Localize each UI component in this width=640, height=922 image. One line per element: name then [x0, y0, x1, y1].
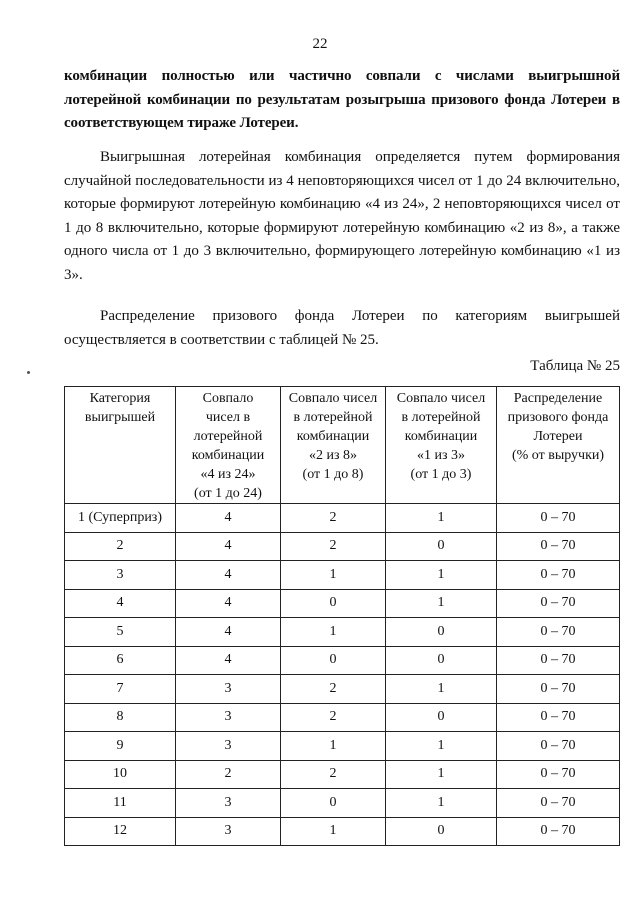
table-row: [65, 532, 620, 561]
table-row: [65, 817, 620, 846]
cell-category: 9: [65, 732, 176, 761]
cell-match-4-of-24: 3: [176, 817, 281, 846]
cell-distribution: 0 – 70: [497, 561, 620, 590]
cell-match-1-of-3: 0: [386, 646, 497, 675]
paragraph-intro: комбинации полностью или частично совпали с числами выигрышной лотерейной комбинации по результатам розыгрыша призового фонда Лотереи в соответствующем тираже Лотереи.: [64, 68, 620, 131]
cell-match-1-of-3: 1: [386, 789, 497, 818]
cell-match-4-of-24: 4: [176, 589, 281, 618]
cell-category: 12: [65, 817, 176, 846]
cell-match-2-of-8: 1: [281, 618, 386, 647]
cell-match-4-of-24: 3: [176, 789, 281, 818]
cell-match-1-of-3: 0: [386, 532, 497, 561]
table-row: [65, 760, 620, 789]
cell-category: 10: [65, 760, 176, 789]
cell-match-4-of-24: 3: [176, 675, 281, 704]
cell-category: 5: [65, 618, 176, 647]
cell-match-1-of-3: 0: [386, 817, 497, 846]
cell-match-4-of-24: 2: [176, 760, 281, 789]
cell-match-2-of-8: 2: [281, 675, 386, 704]
cell-distribution: 0 – 70: [497, 817, 620, 846]
table-row: [65, 504, 620, 533]
cell-match-1-of-3: 1: [386, 760, 497, 789]
table-header-row: [65, 387, 620, 504]
cell-distribution: 0 – 70: [497, 675, 620, 704]
cell-distribution: 0 – 70: [497, 789, 620, 818]
cell-match-2-of-8: 1: [281, 817, 386, 846]
header-category: Категория выигрышей: [65, 387, 176, 504]
cell-match-2-of-8: 1: [281, 561, 386, 590]
cell-match-2-of-8: 1: [281, 732, 386, 761]
cell-match-4-of-24: 4: [176, 618, 281, 647]
cell-category: 6: [65, 646, 176, 675]
cell-match-1-of-3: 1: [386, 504, 497, 533]
cell-match-1-of-3: 1: [386, 561, 497, 590]
cell-distribution: 0 – 70: [497, 504, 620, 533]
cell-category: 11: [65, 789, 176, 818]
table-caption: Таблица № 25: [530, 358, 620, 374]
cell-match-4-of-24: 4: [176, 561, 281, 590]
table-row: [65, 561, 620, 590]
cell-match-4-of-24: 3: [176, 732, 281, 761]
cell-match-2-of-8: 2: [281, 504, 386, 533]
table-row: [65, 703, 620, 732]
cell-match-4-of-24: 4: [176, 504, 281, 533]
cell-match-2-of-8: 2: [281, 760, 386, 789]
cell-match-2-of-8: 2: [281, 532, 386, 561]
table-row: [65, 675, 620, 704]
cell-match-1-of-3: 0: [386, 703, 497, 732]
prize-distribution-table: [64, 386, 620, 846]
table-row: [65, 589, 620, 618]
table-row: [65, 646, 620, 675]
cell-category: 7: [65, 675, 176, 704]
cell-distribution: 0 – 70: [497, 646, 620, 675]
cell-distribution: 0 – 70: [497, 760, 620, 789]
cell-match-4-of-24: 4: [176, 532, 281, 561]
page-number: 22: [312, 36, 328, 52]
cell-distribution: 0 – 70: [497, 589, 620, 618]
paragraph-distribution: Распределение призового фонда Лотереи по категориям выигрышей осуществляется в соответствии с таблицей № 25.: [64, 308, 620, 348]
cell-match-4-of-24: 3: [176, 703, 281, 732]
cell-category: 8: [65, 703, 176, 732]
cell-distribution: 0 – 70: [497, 532, 620, 561]
table-row: [65, 789, 620, 818]
cell-match-2-of-8: 0: [281, 789, 386, 818]
cell-category: 2: [65, 532, 176, 561]
cell-distribution: 0 – 70: [497, 732, 620, 761]
cell-match-2-of-8: 0: [281, 589, 386, 618]
cell-match-4-of-24: 4: [176, 646, 281, 675]
cell-match-1-of-3: 1: [386, 732, 497, 761]
header-match-4-of-24: Совпало чисел в лотерейной комбинации «4 из 24» (от 1 до 24): [176, 387, 281, 504]
cell-match-1-of-3: 0: [386, 618, 497, 647]
scan-mark: [27, 371, 30, 374]
cell-distribution: 0 – 70: [497, 618, 620, 647]
cell-match-2-of-8: 0: [281, 646, 386, 675]
cell-category: 1 (Суперприз): [65, 504, 176, 533]
header-match-1-of-3: Совпало чисел в лотерейной комбинации «1 из 3» (от 1 до 3): [386, 387, 497, 504]
table-row: [65, 732, 620, 761]
table-row: [65, 618, 620, 647]
paragraph-winning-combination: Выигрышная лотерейная комбинация определяется путем формирования случайной последовательности из 4 неповторяющихся чисел от 1 до 24 включительно, которые формируют лотерейную комбинацию «4 из 24», 2 неповторяющихся чисел от 1 до 8 включительно, которые формируют лотерейную комбинацию «2 из 8», а также одного числа от 1 до 3 включительно, формирующего лотерейную комбинацию «1 из 3».: [64, 149, 620, 283]
cell-category: 3: [65, 561, 176, 590]
cell-match-2-of-8: 2: [281, 703, 386, 732]
cell-match-1-of-3: 1: [386, 675, 497, 704]
cell-distribution: 0 – 70: [497, 703, 620, 732]
cell-match-1-of-3: 1: [386, 589, 497, 618]
cell-category: 4: [65, 589, 176, 618]
header-prize-distribution: Распределение призового фонда Лотереи (% от выручки): [497, 387, 620, 504]
header-match-2-of-8: Совпало чисел в лотерейной комбинации «2 из 8» (от 1 до 8): [281, 387, 386, 504]
